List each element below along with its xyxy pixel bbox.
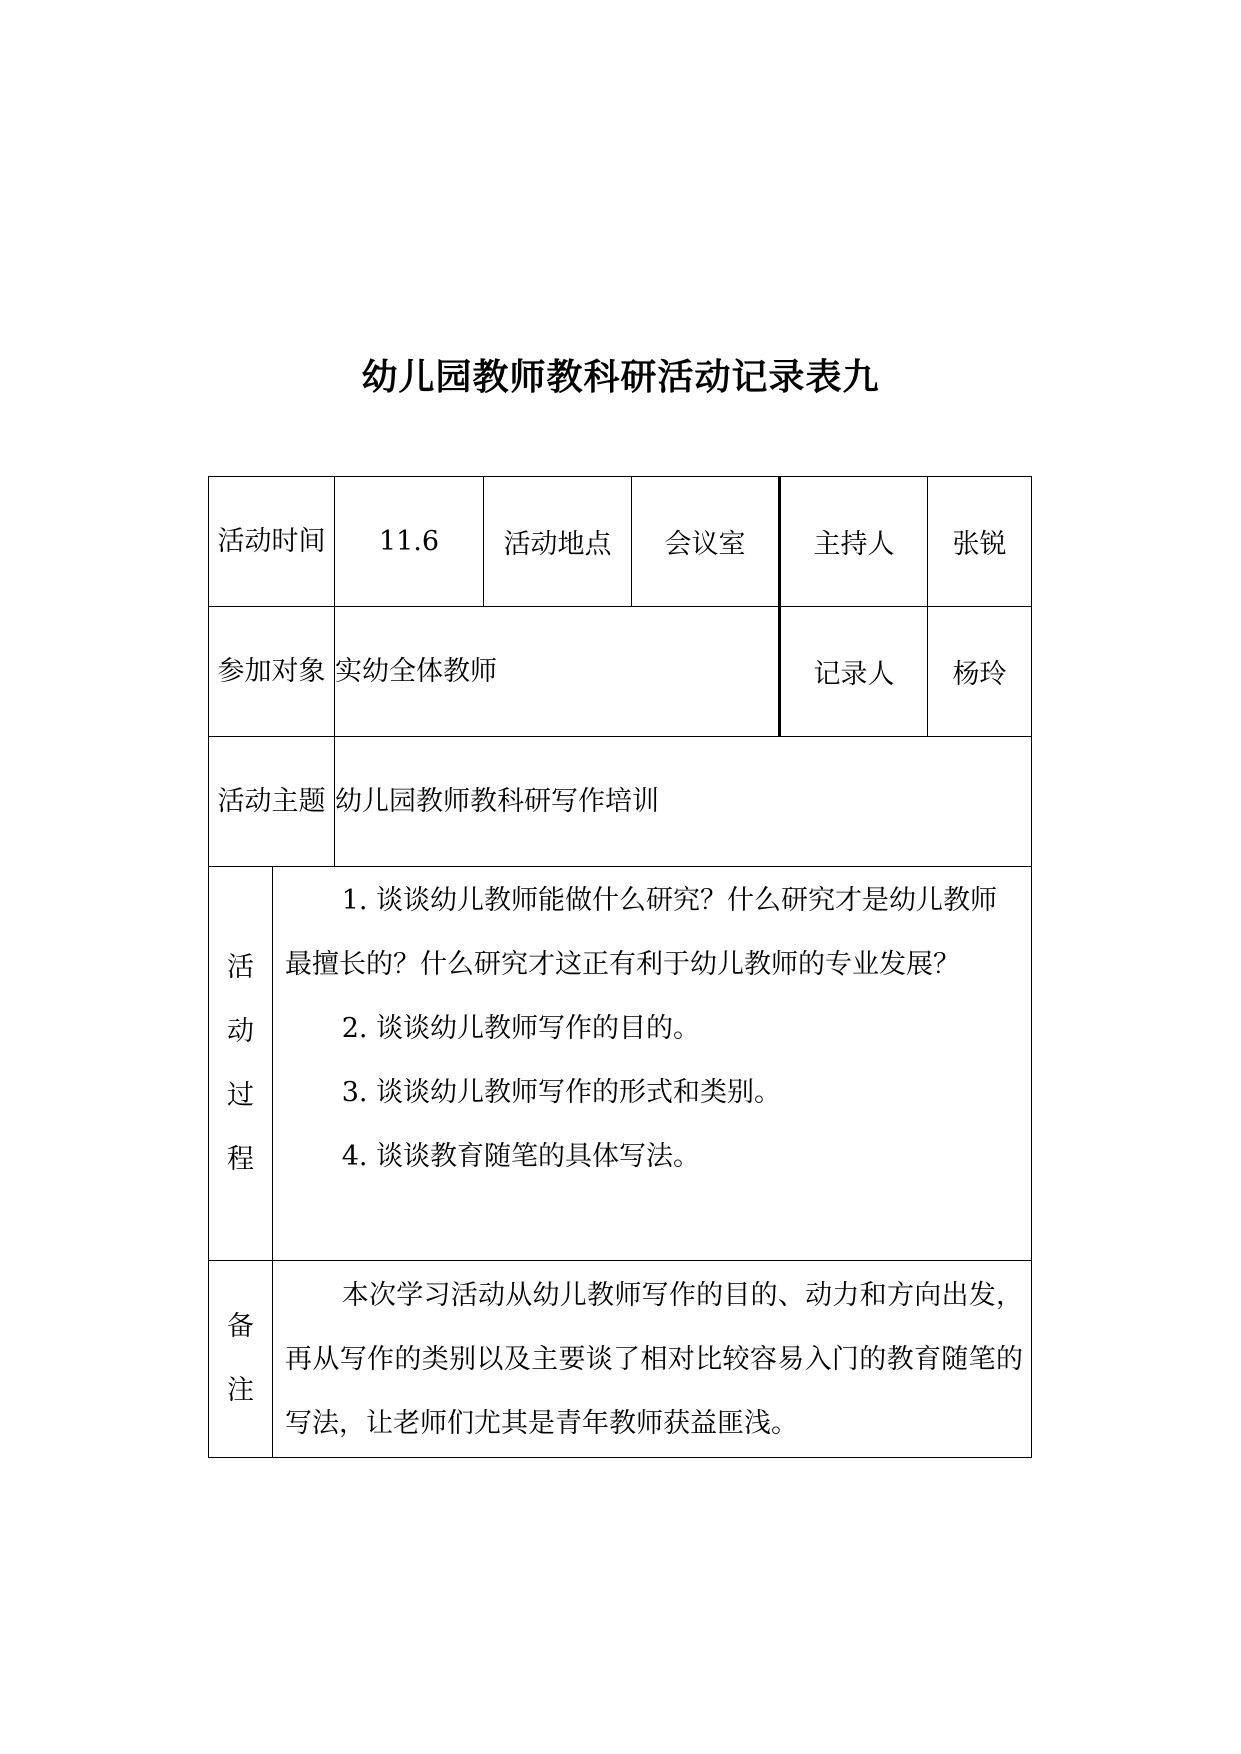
process-item: 3. 谈谈幼儿教师写作的形式和类别。 (341, 1077, 782, 1108)
table-row (209, 1261, 1032, 1458)
table-row (209, 867, 1032, 1261)
theme-value: 幼儿园教师教科研写作培训 (335, 737, 1032, 867)
activity-record-table (208, 476, 1032, 1458)
note-label-char: 备 (227, 1311, 254, 1342)
location-value: 会议室 (632, 477, 780, 607)
time-label: 活动时间 (209, 477, 335, 607)
table-row (209, 607, 1032, 737)
theme-label: 活动主题 (209, 737, 335, 867)
host-value: 张锐 (928, 477, 1032, 607)
time-value: 11.6 (335, 477, 484, 607)
note-content: 本次学习活动从幼儿教师写作的目的、动力和方向出发，再从写作的类别以及主要谈了相对比较容易入门的教育随笔的写法，让老师们尤其是青年教师获益匪浅。 (273, 1261, 1032, 1458)
host-label: 主持人 (780, 477, 928, 607)
process-label-char: 程 (227, 1143, 254, 1175)
process-item: 2. 谈谈幼儿教师写作的目的。 (341, 1013, 701, 1044)
participants-label: 参加对象 (209, 607, 335, 737)
process-label-char: 过 (227, 1079, 254, 1111)
process-label-char: 动 (227, 1015, 254, 1047)
process-label (209, 867, 273, 1261)
note-label (209, 1261, 273, 1458)
participants-value: 实幼全体教师 (335, 607, 780, 737)
process-item: 1. 谈谈幼儿教师能做什么研究？什么研究才是幼儿教师最擅长的？什么研究才这正有利于幼儿教师的专业发展？ (285, 885, 998, 980)
note-label-char: 注 (227, 1375, 254, 1406)
page-title: 幼儿园教师教科研活动记录表九 (361, 357, 880, 398)
process-content (273, 867, 1032, 1261)
table-row (209, 477, 1032, 607)
process-item: 4. 谈谈教育随笔的具体写法。 (341, 1141, 701, 1172)
table-row (209, 737, 1032, 867)
recorder-label: 记录人 (780, 607, 928, 737)
location-label: 活动地点 (484, 477, 632, 607)
recorder-value: 杨玲 (928, 607, 1032, 737)
process-label-char: 活 (227, 951, 254, 983)
